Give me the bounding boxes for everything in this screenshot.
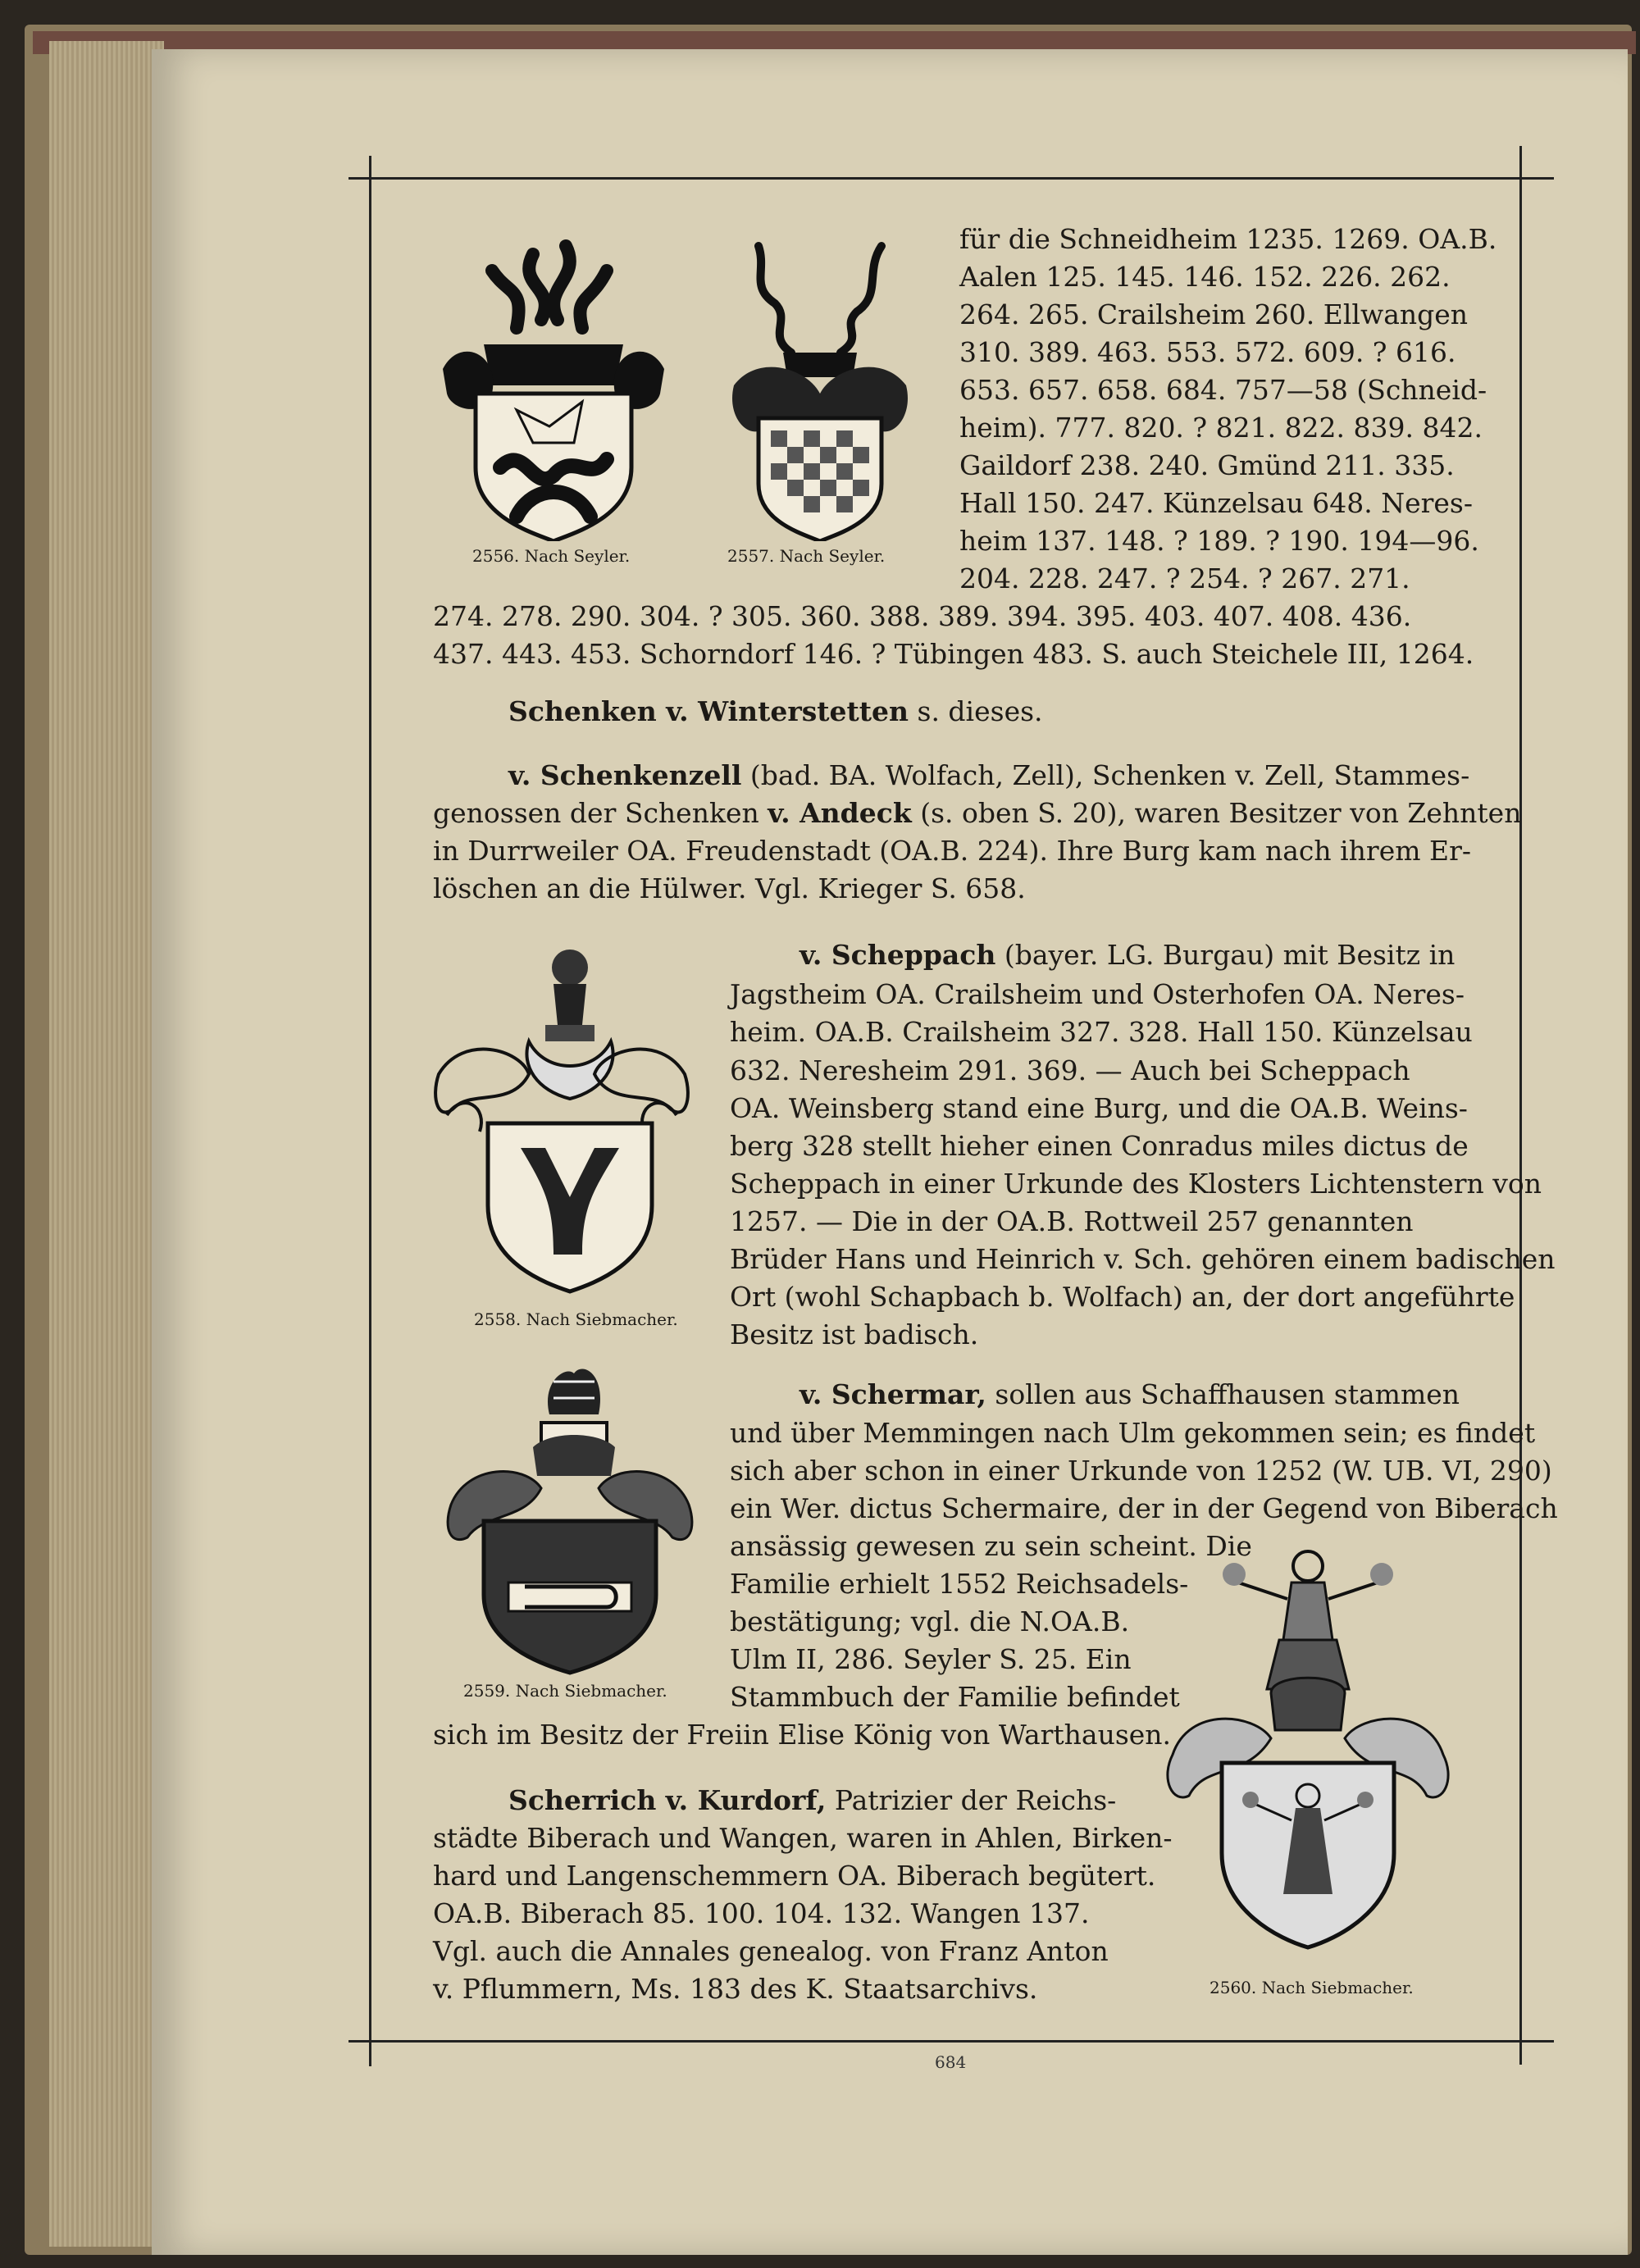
schermar-line-3: sich aber schon in einer Urkunde von 1252 (W. UB. VI, 290) (730, 1455, 1552, 1487)
entry-scheppach-name: v. Scheppach (800, 939, 996, 971)
scheppach-line-3: heim. OA.B. Crailsheim 327. 328. Hall 150. Künzelsau (730, 1016, 1473, 1048)
entry-winterstetten (508, 690, 1043, 733)
caption-2556: 2556. Nach Seyler. (472, 546, 631, 566)
entry-winterstetten-name: Schenken v. Winterstetten (508, 695, 909, 727)
caption-2557: 2557. Nach Seyler. (727, 546, 886, 566)
caption-2559: 2559. Nach Siebmacher. (463, 1681, 667, 1701)
top-line-1: für die Schneidheim 1235. 1269. OA.B. (959, 223, 1497, 255)
schenkenzell-text-2b: (s. oben S. 20), waren Besitzer von Zehnten (911, 797, 1522, 829)
top-line-3: 264. 265. Crailsheim 260. Ellwangen (959, 298, 1469, 330)
scherrich-line-4: OA.B. Biberach 85. 100. 104. 132. Wangen 137. (433, 1897, 1090, 1929)
top-full-line-2: 437. 443. 453. Schorndorf 146. ? Tübingen 483. S. auch Steichele III, 1264. (433, 638, 1474, 670)
top-line-8: Hall 150. 247. Künzelsau 648. Neres- (959, 487, 1474, 519)
scherrich-line-1 (508, 1779, 1116, 1822)
frame-right-rule (1519, 146, 1522, 2065)
scherrich-text-1: Patrizier der Reichs- (826, 1784, 1117, 1816)
coat-of-arms-2558 (430, 943, 693, 1296)
coat-of-arms-2559 (443, 1365, 697, 1677)
scheppach-line-4: 632. Neresheim 291. 369. — Auch bei Scheppach (730, 1054, 1410, 1086)
top-line-2: Aalen 125. 145. 146. 152. 226. 262. (959, 261, 1451, 293)
schermar-short-line-5: Stammbuch der Familie befindet (730, 1681, 1180, 1713)
schenkenzell-line-1 (508, 754, 1469, 797)
top-full-line-1: 274. 278. 290. 304. ? 305. 360. 388. 389. 394. 395. 403. 407. 408. 436. (433, 600, 1412, 632)
schenkenzell-text-1: (bad. BA. Wolfach, Zell), Schenken v. Zell, Stammes- (741, 759, 1470, 791)
scheppach-line-11: Besitz ist badisch. (730, 1318, 979, 1350)
schermar-short-line-1: ansässig gewesen zu sein scheint. Die (730, 1530, 1252, 1562)
top-line-5: 653. 657. 658. 684. 757—58 (Schneid- (959, 374, 1487, 406)
coat-of-arms-2556 (435, 238, 672, 541)
top-line-9: heim 137. 148. ? 189. ? 190. 194—96. (959, 525, 1479, 557)
entry-scherrich-name: Scherrich v. Kurdorf, (508, 1784, 827, 1816)
scheppach-line-10: Ort (wohl Schapbach b. Wolfach) an, der dort angeführte (730, 1281, 1515, 1313)
caption-2560: 2560. Nach Siebmacher. (1210, 1978, 1414, 1997)
schenkenzell-line-2 (433, 792, 1521, 835)
scheppach-line-6: berg 328 stellt hieher einen Conradus miles dictus de (730, 1130, 1469, 1162)
scherrich-line-2: städte Biberach und Wangen, waren in Ahlen, Birken- (433, 1822, 1173, 1854)
top-line-10: 204. 228. 247. ? 254. ? 267. 271. (959, 562, 1410, 594)
top-line-6: heim). 777. 820. ? 821. 822. 839. 842. (959, 412, 1483, 444)
entry-schenkenzell-name: v. Schenkenzell (508, 759, 742, 791)
caption-2558: 2558. Nach Siebmacher. (474, 1309, 678, 1329)
top-line-7: Gaildorf 238. 240. Gmünd 211. 335. (959, 449, 1455, 481)
page-number: 684 (935, 2052, 967, 2072)
top-line-4: 310. 389. 463. 553. 572. 609. ? 616. (959, 336, 1456, 368)
scheppach-line-9: Brüder Hans und Heinrich v. Sch. gehören einem badischen (730, 1243, 1556, 1275)
scheppach-line-1 (800, 934, 1455, 977)
coat-of-arms-2557 (709, 238, 931, 541)
schenkenzell-line-3: in Durrweiler OA. Freudenstadt (OA.B. 224). Ihre Burg kam nach ihrem Er- (433, 835, 1472, 867)
frame-left-rule (369, 156, 371, 2066)
schermar-short-line-4: Ulm II, 286. Seyler S. 25. Ein (730, 1643, 1132, 1675)
scheppach-line-5: OA. Weinsberg stand eine Burg, und die OA.B. Weins- (730, 1092, 1468, 1124)
scheppach-line-2: Jagstheim OA. Crailsheim und Osterhofen OA. Neres- (730, 978, 1465, 1010)
schermar-short-line-3: bestätigung; vgl. die N.OA.B. (730, 1605, 1130, 1637)
schenkenzell-text-2a: genossen der Schenken (433, 797, 768, 829)
schermar-short-line-2: Familie erhielt 1552 Reichsadels- (730, 1568, 1189, 1600)
scherrich-line-6: v. Pflummern, Ms. 183 des K. Staatsarchivs. (433, 1973, 1038, 2005)
frame-top-rule (348, 177, 1554, 180)
entry-andeck-name: v. Andeck (768, 797, 912, 829)
schermar-last-line: sich im Besitz der Freiin Elise König von Warthausen. (433, 1719, 1172, 1751)
scherrich-line-5: Vgl. auch die Annales genealog. von Franz Anton (433, 1935, 1109, 1967)
schermar-line-1 (800, 1373, 1460, 1416)
schenkenzell-line-4: löschen an die Hülwer. Vgl. Krieger S. 658. (433, 872, 1026, 904)
entry-winterstetten-rest: s. dieses. (909, 695, 1043, 727)
scheppach-line-8: 1257. — Die in der OA.B. Rottweil 257 genannten (730, 1205, 1414, 1237)
schermar-text-1: sollen aus Schaffhausen stammen (986, 1378, 1460, 1410)
schermar-line-4: ein Wer. dictus Schermaire, der in der Gegend von Biberach (730, 1492, 1558, 1524)
entry-schermar-name: v. Schermar, (800, 1378, 986, 1410)
scherrich-line-3: hard und Langenschemmern OA. Biberach begütert. (433, 1860, 1156, 1892)
scheppach-text-1: (bayer. LG. Burgau) mit Besitz in (995, 939, 1456, 971)
schermar-line-2: und über Memmingen nach Ulm gekommen sein; es findet (730, 1417, 1536, 1449)
frame-bottom-rule (348, 2040, 1554, 2043)
scheppach-line-7: Scheppach in einer Urkunde des Klosters Lichtenstern von (730, 1168, 1542, 1200)
page-stack-edge (49, 41, 164, 2247)
coat-of-arms-2560 (1156, 1542, 1460, 1951)
